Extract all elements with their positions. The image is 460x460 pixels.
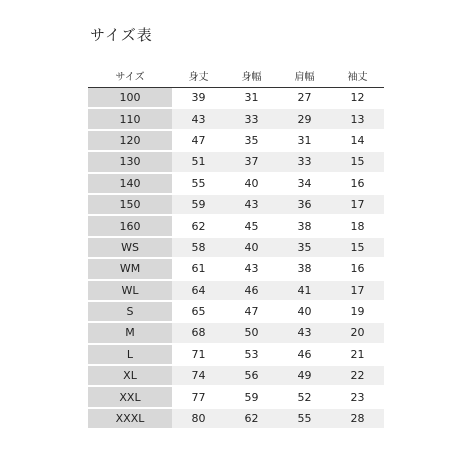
table-row (88, 152, 384, 173)
header-width: 身幅 (225, 66, 278, 88)
sleeve-cell: 22 (331, 366, 384, 387)
shoulder-cell: 38 (278, 259, 331, 280)
width-cell: 43 (225, 195, 278, 216)
length-cell: 58 (172, 238, 225, 259)
shoulder-cell: 46 (278, 345, 331, 366)
sleeve-cell: 15 (331, 238, 384, 259)
size-cell: XXXL (88, 409, 172, 430)
page-title: サイズ表 (90, 26, 153, 44)
shoulder-cell: 55 (278, 409, 331, 430)
width-cell: 50 (225, 323, 278, 344)
width-cell: 53 (225, 345, 278, 366)
shoulder-cell: 38 (278, 216, 331, 237)
size-cell: 100 (88, 88, 172, 109)
length-cell: 80 (172, 409, 225, 430)
length-cell: 51 (172, 152, 225, 173)
shoulder-cell: 40 (278, 302, 331, 323)
length-cell: 62 (172, 216, 225, 237)
table-row (88, 302, 384, 323)
width-cell: 47 (225, 302, 278, 323)
header-length: 身丈 (172, 66, 225, 88)
width-cell: 40 (225, 174, 278, 195)
table-row (88, 345, 384, 366)
length-cell: 64 (172, 281, 225, 302)
shoulder-cell: 33 (278, 152, 331, 173)
length-cell: 47 (172, 131, 225, 152)
table-row (88, 88, 384, 109)
table-row (88, 366, 384, 387)
sleeve-cell: 16 (331, 174, 384, 195)
width-cell: 56 (225, 366, 278, 387)
length-cell: 43 (172, 109, 225, 130)
length-cell: 61 (172, 259, 225, 280)
size-cell: S (88, 302, 172, 323)
size-table (88, 66, 384, 430)
header-shoulder: 肩幅 (278, 66, 331, 88)
shoulder-cell: 27 (278, 88, 331, 109)
width-cell: 37 (225, 152, 278, 173)
length-cell: 59 (172, 195, 225, 216)
size-cell: WS (88, 238, 172, 259)
size-cell: 140 (88, 174, 172, 195)
shoulder-cell: 29 (278, 109, 331, 130)
table-row (88, 174, 384, 195)
shoulder-cell: 49 (278, 366, 331, 387)
sleeve-cell: 28 (331, 409, 384, 430)
size-cell: 130 (88, 152, 172, 173)
size-cell: XL (88, 366, 172, 387)
width-cell: 31 (225, 88, 278, 109)
width-cell: 43 (225, 259, 278, 280)
sleeve-cell: 17 (331, 281, 384, 302)
sleeve-cell: 20 (331, 323, 384, 344)
sleeve-cell: 19 (331, 302, 384, 323)
table-row (88, 323, 384, 344)
header-sleeve: 袖丈 (331, 66, 384, 88)
size-cell: 150 (88, 195, 172, 216)
table-row (88, 195, 384, 216)
size-cell: 110 (88, 109, 172, 130)
length-cell: 55 (172, 174, 225, 195)
sleeve-cell: 23 (331, 387, 384, 408)
shoulder-cell: 43 (278, 323, 331, 344)
size-cell: M (88, 323, 172, 344)
shoulder-cell: 41 (278, 281, 331, 302)
table-row (88, 109, 384, 130)
length-cell: 74 (172, 366, 225, 387)
size-cell: L (88, 345, 172, 366)
sleeve-cell: 21 (331, 345, 384, 366)
table-row (88, 131, 384, 152)
shoulder-cell: 36 (278, 195, 331, 216)
table-row (88, 238, 384, 259)
shoulder-cell: 34 (278, 174, 331, 195)
sleeve-cell: 14 (331, 131, 384, 152)
length-cell: 39 (172, 88, 225, 109)
width-cell: 40 (225, 238, 278, 259)
sleeve-cell: 15 (331, 152, 384, 173)
length-cell: 71 (172, 345, 225, 366)
width-cell: 46 (225, 281, 278, 302)
size-cell: 120 (88, 131, 172, 152)
width-cell: 33 (225, 109, 278, 130)
sleeve-cell: 12 (331, 88, 384, 109)
table-row (88, 259, 384, 280)
table-row (88, 281, 384, 302)
size-cell: 160 (88, 216, 172, 237)
table-row (88, 387, 384, 408)
length-cell: 77 (172, 387, 225, 408)
sleeve-cell: 13 (331, 109, 384, 130)
size-cell: WM (88, 259, 172, 280)
sleeve-cell: 17 (331, 195, 384, 216)
width-cell: 59 (225, 387, 278, 408)
shoulder-cell: 31 (278, 131, 331, 152)
sleeve-cell: 16 (331, 259, 384, 280)
width-cell: 45 (225, 216, 278, 237)
width-cell: 35 (225, 131, 278, 152)
size-cell: WL (88, 281, 172, 302)
table-body (88, 88, 384, 430)
shoulder-cell: 52 (278, 387, 331, 408)
width-cell: 62 (225, 409, 278, 430)
length-cell: 68 (172, 323, 225, 344)
table-row (88, 409, 384, 430)
shoulder-cell: 35 (278, 238, 331, 259)
size-cell: XXL (88, 387, 172, 408)
table-header-row (88, 66, 384, 88)
length-cell: 65 (172, 302, 225, 323)
sleeve-cell: 18 (331, 216, 384, 237)
table-row (88, 216, 384, 237)
header-size: サイズ (88, 66, 172, 88)
